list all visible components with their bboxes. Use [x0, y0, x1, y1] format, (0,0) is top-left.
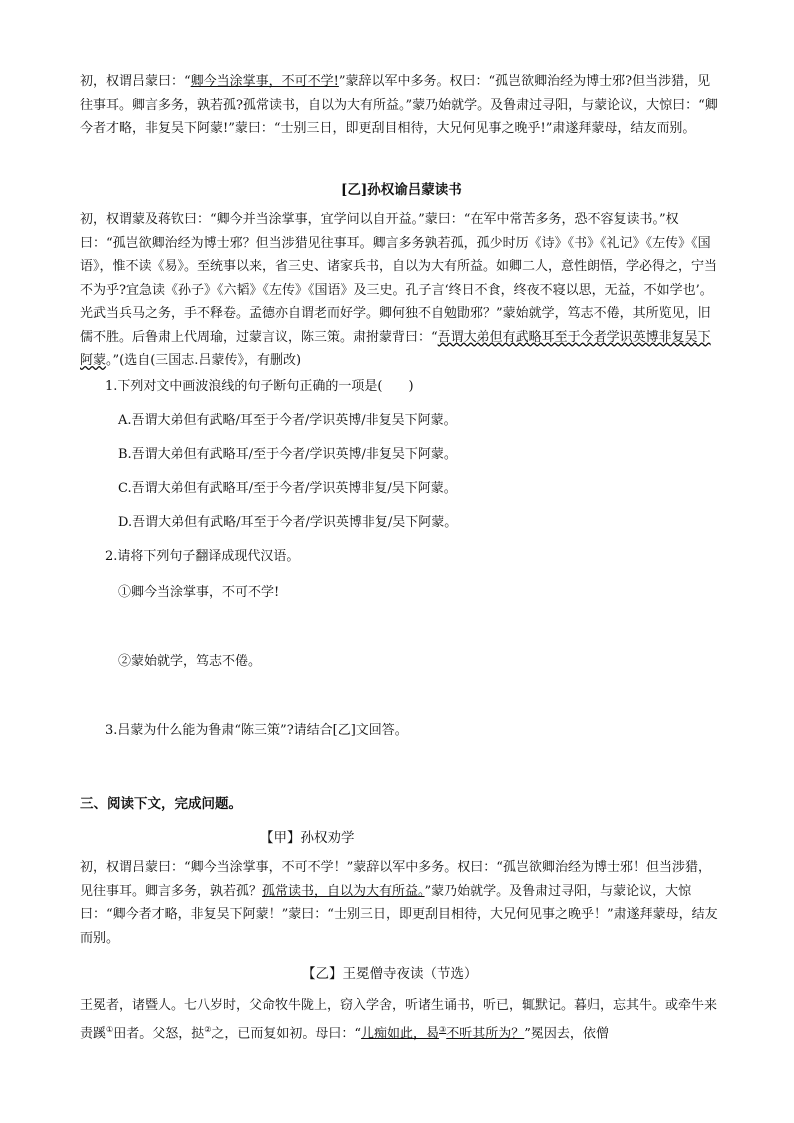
question-3: 3.吕蒙为什么能为鲁肃“陈三策”?请结合[乙]文回答。	[105, 723, 408, 738]
yi-text-c: 之，已而复如初。母曰：“	[211, 1025, 362, 1041]
section-3-jia-text	[80, 856, 720, 950]
jia-underlined: 孤常读书，自以为大有所益。	[262, 883, 425, 899]
question-2-item-2: ②蒙始就学，笃志不倦。	[118, 654, 262, 669]
jia-text-a: 初，权谓吕蒙曰：“卿今当涂掌事，不可不学！”蒙辞以军中多务。权曰：“孤岂欲卿治经为博士邪！但当涉猎，见往事耳。卿言多务，孰若孤？	[80, 860, 711, 899]
passage-top-underlined: 卿今当涂掌事，不可不学!	[190, 74, 339, 89]
option-c: C.吾谓大弟但有武略耳/至于今者/学识英博非复/吴下阿蒙。	[118, 481, 457, 496]
option-b: B.吾谓大弟但有武略耳/至于今者/学识英博/非复吴下阿蒙。	[118, 447, 457, 462]
section-yi-text	[80, 208, 720, 373]
jia-text-b: ”蒙乃始就学。及鲁肃过寻阳，与蒙论议，大惊曰：“卿今者才略，非复吴下阿蒙！”蒙曰：“士别三日，即更刮目相待，大兄何见事之晚乎！”肃遂拜蒙母，结友而别。	[80, 883, 718, 946]
passage-top-lead: 初，权谓吕蒙曰：“	[80, 74, 191, 89]
yi-text-d: ”冕因去，依僧	[524, 1025, 609, 1041]
wavy-underlined-sentence: 吾谓大弟但有武略耳至于今者学识英博非复吴下阿蒙	[80, 329, 711, 368]
section-3-yi-text	[80, 994, 720, 1045]
yi-underlined-1: 儿痴如此，曷	[361, 1025, 440, 1041]
question-2-item-1: ①卿今当涂掌事，不可不学!	[118, 585, 280, 600]
question-1: 1.下列对文中画波浪线的句子断句正确的一项是( )	[105, 379, 414, 394]
section-yi-title: [乙]孙权谕吕蒙读书	[341, 182, 462, 198]
option-d: D.吾谓大弟但有武略/耳至于今者/学识英博非复/吴下阿蒙。	[118, 515, 458, 530]
footnote-mark-1: ①	[106, 1024, 114, 1034]
passage-top	[80, 70, 720, 141]
section-yi-body: 初，权谓蒙及蒋钦曰：“卿今并当涂掌事，宜学问以自开益。”蒙曰：“在军中常苦多务，恐不容复读书。”权曰：“孤岂欲卿治经为博士邪？但当涉猎见往事耳。卿言多务孰若孤，孤少时历《诗》《书》《礼记》《左传》《国语》，惟不读《易》。至统事以来，省三史、诸家兵书，自以为大有所益。如卿二人，意性朗悟，学必得之，宁当不为乎?宜急读《孙子》《六韬》《左传》《国语》及三史。孔子言‘终日不食，终夜不寝以思，无益，不如学也’。光武当兵马之务，手不释卷。孟德亦自谓老而好学。卿何独不自勉勖邪？”蒙始就学，笃志不倦，其所览见，旧儒不胜。后鲁肃上代周瑜，过蒙言议，陈三策。肃拊蒙背曰：“	[80, 212, 718, 345]
yi-underlined-2: 不听其所为？	[446, 1025, 525, 1041]
footnote-mark-2: ②	[204, 1024, 212, 1034]
yi-text-b: 田者。父怒，挞	[113, 1025, 205, 1041]
section-3-heading: 三、阅读下文，完成问题。	[80, 796, 242, 812]
question-2: 2.请将下列句子翻译成现代汉语。	[105, 549, 300, 564]
option-a: A.吾谓大弟但有武略/耳至于今者/学识英博/非复吴下阿蒙。	[118, 413, 457, 428]
section-3-jia-title: 【甲】孙权劝学	[260, 830, 355, 846]
section-yi-source: 。”(选自(三国志.吕蒙传》，有删改)	[106, 353, 302, 368]
yi-text-a: 王冕者，诸暨人。七八岁时，父命牧牛陇上，窃入学舍，听诸生诵书，听已，辄默记。暮归，忘其牛。或牵牛来责蹊	[80, 998, 718, 1041]
passage-top-rest: ”蒙辞以军中多务。权曰：“孤岂欲卿治经为博士邪?但当涉猎，见往事耳。卿言多务，孰若孤?孤常读书，自以为大有所益。”蒙乃始就学。及鲁肃过寻阳，与蒙论议，大惊曰：“卿今者才略，非复吴下阿蒙!”蒙曰：“士别三日，即更刮目相待，大兄何见事之晚乎!”肃遂拜蒙母，结友而别。	[80, 74, 718, 136]
section-3-yi-title: 【乙】王冕僧寺夜读（节选）	[302, 966, 478, 982]
footnote-mark-3: ③	[439, 1024, 447, 1034]
